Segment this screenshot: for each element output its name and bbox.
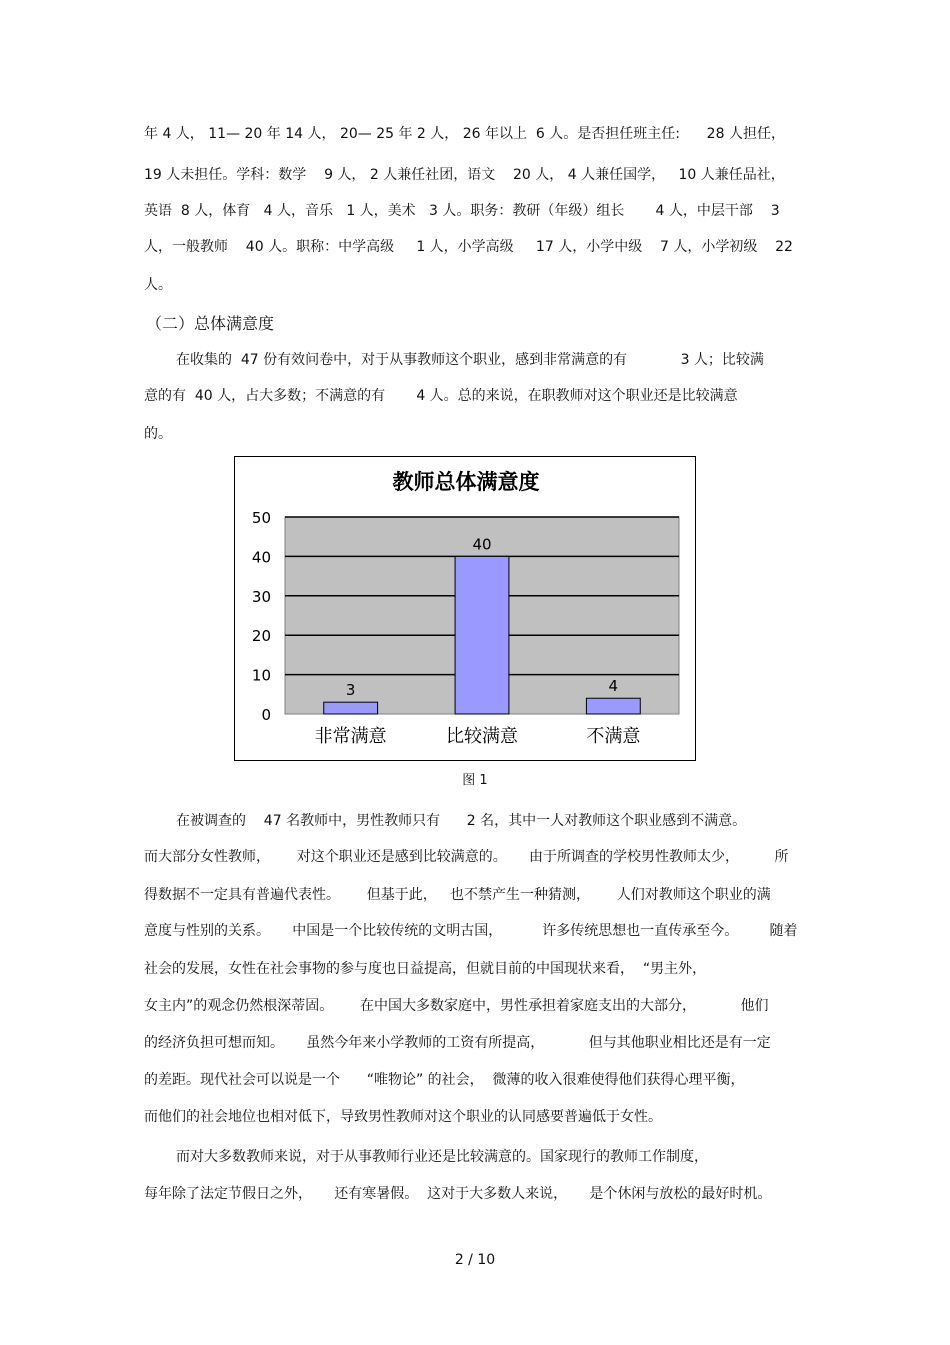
page-number: 2 / 10: [454, 1252, 496, 1268]
bar-value-label: 3: [345, 681, 356, 700]
y-tick-label: 50: [251, 509, 271, 527]
paragraph-line: 得数据不一定具有普遍代表性。 但基于此， 也不禁产生一种猜测， 人们对教师这个职业的满: [144, 887, 771, 903]
paragraph-line: 的差距。现代社会可以说是一个 “唯物论” 的社会， 微薄的收入很难使得他们获得心理平衡，: [144, 1072, 745, 1088]
bar-value-label: 40: [472, 535, 492, 554]
bar: [586, 698, 640, 714]
bar: [324, 702, 378, 714]
paragraph-line: 年 4 人， 11— 20 年 14 人， 20— 25 年 2 人， 26 年以上 6 人。是否担任班主任: 28 人担任，: [144, 126, 785, 142]
x-category-label: 不满意: [586, 726, 641, 747]
paragraph-line: 在被调查的 47 名教师中，男性教师只有 2 名，其中一人对教师这个职业感到不满意。: [176, 813, 747, 829]
paragraph-line: 人。: [144, 277, 172, 293]
y-tick-label: 30: [251, 587, 271, 606]
figure-caption: 图 1: [462, 773, 488, 788]
bar-value-label: 4: [608, 677, 619, 696]
paragraph-line: 人，一般教师 40 人。职称：中学高级 1 人，小学高级 17 人，小学中级 7 人，小学初级 22: [144, 239, 793, 255]
paragraph-line: 在收集的 47 份有效问卷中，对于从事教师这个职业，感到非常满意的有 3 人；比较满: [176, 352, 764, 368]
chart-plot-area: [252, 509, 679, 747]
section-heading: （二）总体满意度: [146, 314, 275, 333]
bar-chart-svg: [235, 457, 697, 762]
paragraph-line: 女主内”的观念仍然根深蒂固。 在中国大多数家庭中，男性承担着家庭支出的大部分， 他们: [144, 998, 769, 1014]
paragraph-line: 的。: [144, 426, 172, 442]
y-tick-label: 10: [251, 666, 271, 685]
paragraph-line: 每年除了法定节假日之外， 还有寒暑假。 这对于大多数人来说， 是个休闲与放松的最好时机。: [144, 1186, 772, 1202]
paragraph-line: 英语 8 人，体育 4 人，音乐 1 人，美术 3 人。职务：教研（年级）组长 4 人，中层干部 3: [144, 203, 780, 219]
y-tick-label: 20: [251, 627, 271, 646]
paragraph-line: 社会的发展，女性在社会事物的参与度也日益提高，但就目前的中国现状来看， “男主外，: [144, 961, 707, 977]
bar: [455, 556, 509, 714]
x-category-label: 比较满意: [446, 726, 518, 747]
x-category-label: 非常满意: [314, 726, 387, 747]
paragraph-line: 的经济负担可想而知。 虽然今年来小学教师的工资有所提高， 但与其他职业相比还是有一定: [144, 1035, 771, 1051]
paragraph-line: 而对大多数教师来说，对于从事教师行业还是比较满意的。国家现行的教师工作制度，: [176, 1149, 708, 1165]
paragraph-line: 19 人未担任。学科：数学 9 人， 2 人兼任社团，语文 20 人， 4 人兼任国学， 10 人兼任品社，: [144, 167, 785, 183]
paragraph-line: 意的有 40 人，占大多数；不满意的有 4 人。总的来说，在职教师对这个职业还是比较满意: [144, 388, 738, 404]
paragraph-line: 而大部分女性教师， 对这个职业还是感到比较满意的。 由于所调查的学校男性教师太少， 所: [144, 849, 789, 865]
satisfaction-chart: [234, 456, 696, 761]
y-tick-label: 40: [251, 548, 271, 567]
paragraph-line: 而他们的社会地位也相对低下，导致男性教师对这个职业的认同感要普遍低于女性。: [144, 1109, 662, 1125]
chart-title: 教师总体满意度: [392, 470, 540, 494]
paragraph-line: 意度与性别的关系。 中国是一个比较传统的文明古国， 许多传统思想也一直传承至今。 随着: [144, 923, 798, 939]
y-tick-label: 0: [261, 706, 271, 724]
